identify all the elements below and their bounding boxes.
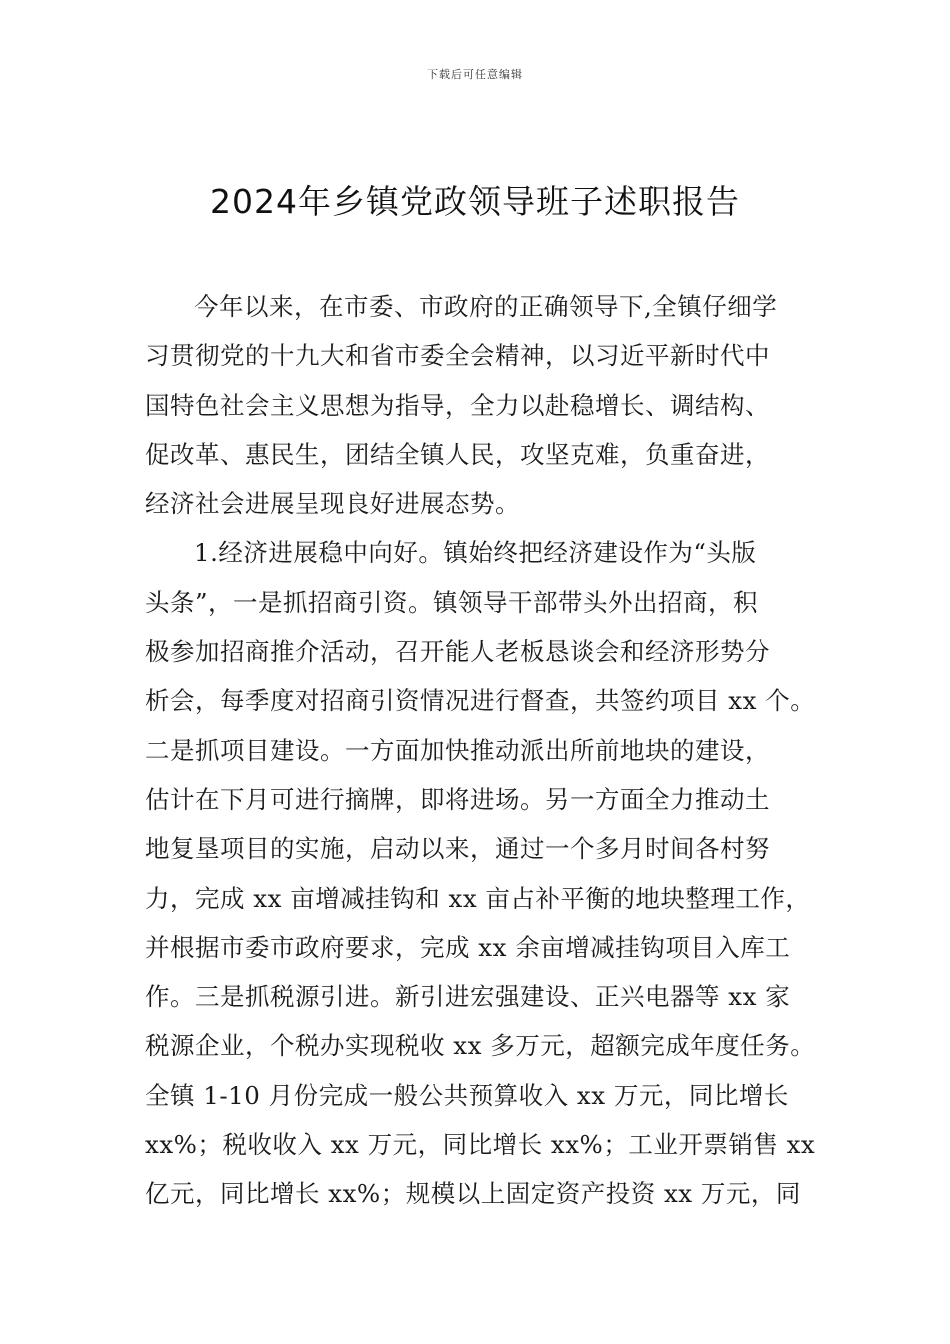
document-title: 2024年乡镇党政领导班子述职报告 [210,182,740,221]
paragraph-line: 估计在下月可进行摘牌，即将进场。另一方面全力推动土 [145,784,770,814]
paragraph-line: 地复垦项目的实施，启动以来，通过一个多月时间各村努 [145,834,770,864]
paragraph-line: 习贯彻党的十九大和省市委全会精神，以习近平新时代中 [145,341,770,371]
paragraph-line: 作。三是抓税源引进。新引进宏强建设、正兴电器等 xx 家 [145,982,791,1012]
paragraph-line: 极参加招商推介活动，召开能人老板恳谈会和经济形势分 [145,637,770,667]
paragraph-line: 今年以来，在市委、市政府的正确领导下,全镇仔细学 [194,292,778,321]
paragraph-line: 头条”，一是抓招商引资。镇领导干部带头外出招商，积 [145,587,759,617]
paragraph-line: 国特色社会主义思想为指导，全力以赴稳增长、调结构、 [145,390,770,420]
paragraph-line: 二是抓项目建设。一方面加快推动派出所前地块的建设， [145,735,770,765]
paragraph-line: 全镇 1-10 月份完成一般公共预算收入 xx 万元，同比增长 [145,1080,789,1110]
paragraph-line: 析会，每季度对招商引资情况进行督查，共签约项目 xx 个。 [145,686,816,716]
paragraph-line: 并根据市委市政府要求，完成 xx 余亩增减挂钩项目入库工 [145,932,791,962]
paragraph-line: 1.经济进展稳中向好。镇始终把经济建设作为“头版 [194,538,757,568]
paragraph-line: 经济社会进展呈现良好进展态势。 [145,489,520,519]
paragraph-line: 力，完成 xx 亩增减挂钩和 xx 亩占补平衡的地块整理工作， [145,883,811,913]
paragraph-line: 促改革、惠民生，团结全镇人民，攻坚克难，负重奋进， [145,439,770,469]
paragraph-line: 税源企业，个税办实现税收 xx 多万元，超额完成年度任务。 [145,1031,816,1061]
paragraph-line: xx%；税收收入 xx 万元，同比增长 xx%；工业开票销售 xx [145,1130,816,1160]
header-note: 下载后可任意编辑 [427,68,523,81]
document-body [145,282,815,1219]
paragraph-line: 亿元，同比增长 xx%；规模以上固定资产投资 xx 万元，同 [145,1179,801,1209]
